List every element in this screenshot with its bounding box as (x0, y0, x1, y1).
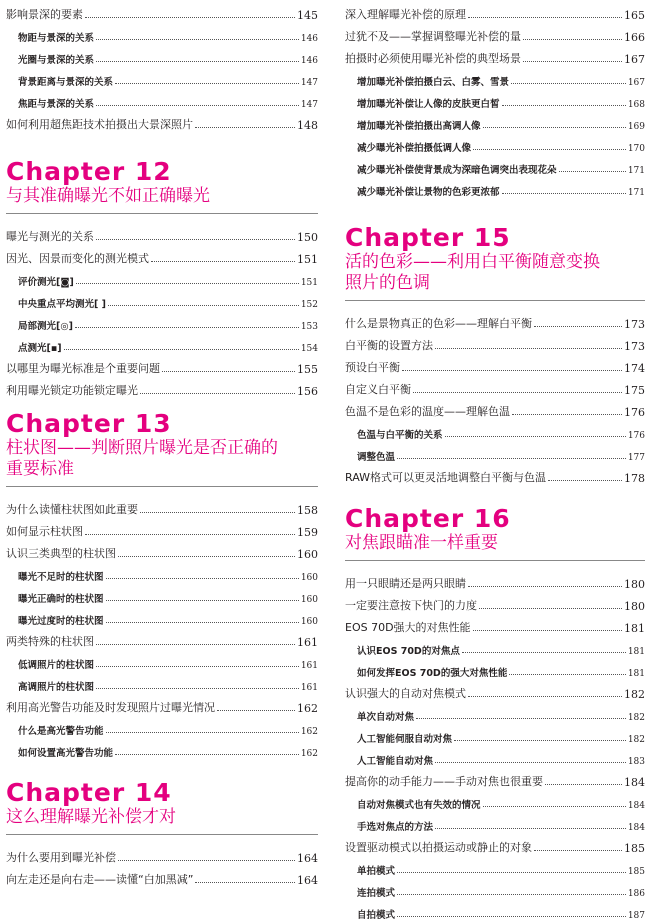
toc-column-left (6, 0, 318, 887)
dot-leader (96, 688, 299, 689)
toc-entry[interactable] (345, 375, 645, 397)
toc-entry-text: 利用高光警告功能及时发现照片过曝光情况 (6, 701, 215, 714)
toc-entry-text: RAW格式可以更灵活地调整白平衡与色温 (345, 471, 546, 484)
toc-entry-text: 过犹不及——掌握调整曝光补偿的量 (345, 30, 521, 43)
dot-leader (445, 436, 626, 437)
toc-subentry[interactable] (345, 811, 645, 833)
toc-entry-text: 预设白平衡 (345, 361, 400, 374)
toc-entry[interactable] (6, 110, 318, 132)
toc-entry[interactable] (345, 309, 645, 331)
page-number: 152 (300, 300, 318, 310)
toc-entry[interactable] (6, 244, 318, 266)
chapter-title: 与其准确曝光不如正确曝光 (6, 186, 210, 206)
toc-entry-text: 利用曝光锁定功能锁定曝光 (6, 384, 138, 397)
page-number: 175 (624, 384, 645, 397)
dot-leader (512, 414, 622, 415)
page-number: 181 (627, 669, 645, 679)
dot-leader (483, 806, 626, 807)
dot-leader (473, 149, 626, 150)
toc-entry-text: 因光、因景而变化的测光模式 (6, 252, 149, 265)
toc-subentry[interactable] (345, 132, 645, 154)
chapter-12 (6, 158, 318, 398)
toc-subentry[interactable] (345, 657, 645, 679)
entries-top-right (345, 0, 645, 198)
page-number: 178 (624, 472, 645, 485)
toc-subentry[interactable] (6, 649, 318, 671)
toc-entry-text: 如何利用超焦距技术拍摄出大景深照片 (6, 118, 193, 131)
toc-entry-text: 曝光正确时的柱状图 (18, 594, 104, 605)
dot-leader (483, 127, 626, 128)
page-number: 182 (627, 735, 645, 745)
chapter-label: Chapter 14 (6, 778, 172, 807)
page-number: 186 (627, 889, 645, 899)
dot-leader (397, 458, 626, 459)
entries-top-left (6, 0, 318, 132)
toc-entry-text: 物距与景深的关系 (18, 33, 95, 44)
toc-entry-text: 人工智能伺服自动对焦 (357, 734, 453, 745)
page-number: 164 (297, 874, 318, 887)
page-number: 160 (297, 548, 318, 561)
dot-leader (96, 105, 299, 106)
toc-entry-text: 背景距离与景深的关系 (18, 77, 114, 88)
page-number: 177 (627, 453, 645, 463)
toc-entry[interactable] (6, 495, 318, 517)
toc-entry[interactable] (345, 397, 645, 419)
dot-leader (435, 828, 626, 829)
toc-entry[interactable] (6, 0, 318, 22)
toc-subentry[interactable] (345, 66, 645, 88)
page-number: 154 (300, 344, 318, 354)
toc-subentry[interactable] (6, 44, 318, 66)
dot-leader (479, 608, 622, 609)
toc-entry-text: 设置驱动模式以拍摄运动或静止的对象 (345, 841, 532, 854)
toc-entry-text: 两类特殊的柱状图 (6, 635, 94, 648)
toc-entry-text: 为什么要用到曝光补偿 (6, 851, 116, 864)
page-number: 164 (297, 852, 318, 865)
page-number: 171 (627, 166, 645, 176)
page-number: 182 (624, 688, 645, 701)
page-number: 173 (624, 318, 645, 331)
dot-leader (85, 534, 295, 535)
toc-entry[interactable] (345, 0, 645, 22)
dot-leader (195, 127, 295, 128)
toc-entry[interactable] (345, 331, 645, 353)
chapter-16 (345, 505, 645, 921)
dot-leader (108, 305, 299, 306)
toc-entry[interactable] (6, 376, 318, 398)
dot-leader (64, 349, 299, 350)
dot-leader (462, 652, 626, 653)
toc-entry-text: 手选对焦点的方法 (357, 822, 434, 833)
dot-leader (559, 171, 626, 172)
toc-subentry[interactable] (6, 715, 318, 737)
toc-entry[interactable] (345, 591, 645, 613)
dot-leader (435, 762, 626, 763)
dot-leader (118, 860, 295, 861)
toc-entry-text: 中央重点平均测光[ ] (18, 299, 106, 310)
page-number: 184 (627, 823, 645, 833)
chapter-title: 这么理解曝光补偿才对 (6, 807, 176, 827)
toc-entry-text: 以哪里为曝光标准是个重要问题 (6, 362, 160, 375)
dot-leader (413, 392, 622, 393)
toc-entry[interactable] (345, 463, 645, 485)
toc-subentry[interactable] (6, 88, 318, 110)
page-number: 166 (624, 31, 645, 44)
page-number: 183 (627, 757, 645, 767)
toc-entry-text: 单拍模式 (357, 866, 396, 877)
toc-subentry[interactable] (345, 441, 645, 463)
page-number: 174 (624, 362, 645, 375)
toc-entry-text: 白平衡的设置方法 (345, 339, 433, 352)
toc-entry-text: 如何发挥EOS 70D的强大对焦性能 (357, 668, 508, 679)
dot-leader (106, 578, 299, 579)
chapter-title: 对焦跟瞄准一样重要 (345, 533, 498, 553)
dot-leader (162, 371, 295, 372)
toc-entry-text: EOS 70D强大的对焦性能 (345, 621, 471, 634)
dot-leader (140, 512, 295, 513)
toc-subentry[interactable] (345, 154, 645, 176)
page-number: 181 (627, 647, 645, 657)
toc-entry[interactable] (6, 222, 318, 244)
page-number: 145 (297, 9, 318, 22)
toc-subentry[interactable] (6, 605, 318, 627)
dot-leader (96, 39, 299, 40)
dot-leader (416, 718, 626, 719)
toc-entry-text: 连拍模式 (357, 888, 396, 899)
toc-entry[interactable] (345, 44, 645, 66)
page-number: 153 (300, 322, 318, 332)
page-number: 155 (297, 363, 318, 376)
dot-leader (106, 622, 299, 623)
toc-entry-text: 为什么读懂柱状图如此重要 (6, 503, 138, 516)
chapter-divider (6, 486, 318, 487)
page-number: 184 (627, 801, 645, 811)
toc-entry-text: 减少曝光补偿让景物的色彩更浓郁 (357, 187, 500, 198)
toc-subentry[interactable] (345, 723, 645, 745)
dot-leader (195, 882, 295, 883)
toc-entry-text: 点测光[▪] (18, 343, 62, 354)
toc-entry-text: 什么是高光警告功能 (18, 726, 104, 737)
page-number: 160 (300, 573, 318, 583)
toc-subentry[interactable] (345, 701, 645, 723)
dot-leader (85, 17, 295, 18)
toc-entry[interactable] (6, 865, 318, 887)
dot-leader (397, 894, 626, 895)
toc-entry-text: 高调照片的柱状图 (18, 682, 95, 693)
toc-entry-text: 减少曝光补偿使背景成为深暗色调突出表现花朵 (357, 165, 557, 176)
page-number: 162 (300, 749, 318, 759)
chapter-14 (6, 779, 318, 887)
chapter-divider (6, 834, 318, 835)
toc-entry[interactable] (345, 353, 645, 375)
toc-entry[interactable] (6, 354, 318, 376)
dot-leader (96, 239, 295, 240)
toc-entry-text: 局部测光[◎] (18, 321, 73, 332)
dot-leader (548, 480, 622, 481)
page-number: 147 (300, 78, 318, 88)
toc-entry[interactable] (345, 767, 645, 789)
page-number: 165 (624, 9, 645, 22)
chapter-title: 重要标准 (6, 459, 74, 479)
toc-entry[interactable] (6, 693, 318, 715)
toc-column-right (345, 0, 645, 921)
toc-entry-text: 什么是景物真正的色彩——理解白平衡 (345, 317, 532, 330)
dot-leader (534, 850, 622, 851)
toc-subentry[interactable] (345, 419, 645, 441)
page-number: 161 (300, 661, 318, 671)
dot-leader (509, 674, 625, 675)
chapter-label: Chapter 15 (345, 223, 511, 252)
page-number: 146 (300, 34, 318, 44)
dot-leader (397, 872, 626, 873)
dot-leader (76, 283, 299, 284)
toc-entry-text: 单次自动对焦 (357, 712, 415, 723)
dot-leader (217, 710, 295, 711)
toc-subentry[interactable] (6, 671, 318, 693)
toc-entry-text: 如何显示柱状图 (6, 525, 83, 538)
dot-leader (523, 39, 622, 40)
page-number: 181 (624, 622, 645, 635)
dot-leader (502, 105, 626, 106)
toc-entry[interactable] (6, 843, 318, 865)
page-number: 147 (300, 100, 318, 110)
dot-leader (523, 61, 622, 62)
chapter-13 (6, 410, 318, 759)
dot-leader (106, 600, 299, 601)
dot-leader (151, 261, 295, 262)
toc-subentry[interactable] (6, 583, 318, 605)
toc-subentry[interactable] (6, 310, 318, 332)
toc-entry-text: 曝光与测光的关系 (6, 230, 94, 243)
page-number: 170 (627, 144, 645, 154)
toc-subentry[interactable] (345, 176, 645, 198)
page-number: 185 (627, 867, 645, 877)
toc-subentry[interactable] (345, 88, 645, 110)
page-number: 150 (297, 231, 318, 244)
page-number: 162 (297, 702, 318, 715)
dot-leader (502, 193, 626, 194)
page-number: 180 (624, 600, 645, 613)
page-number: 151 (297, 253, 318, 266)
page-number: 146 (300, 56, 318, 66)
dot-leader (454, 740, 626, 741)
toc-entry[interactable] (6, 539, 318, 561)
page-number: 148 (297, 119, 318, 132)
toc-entry[interactable] (345, 679, 645, 701)
toc-subentry[interactable] (345, 745, 645, 767)
page-number: 158 (297, 504, 318, 517)
page-number: 169 (627, 122, 645, 132)
chapter-15 (345, 224, 645, 485)
toc-entry[interactable] (345, 833, 645, 855)
page-number: 160 (300, 595, 318, 605)
toc-entry-text: 提高你的动手能力——手动对焦也很重要 (345, 775, 543, 788)
dot-leader (511, 83, 626, 84)
toc-subentry[interactable] (6, 288, 318, 310)
toc-entry-text: 一定要注意按下快门的力度 (345, 599, 477, 612)
toc-entry[interactable] (345, 569, 645, 591)
page-number: 187 (627, 911, 645, 921)
toc-entry-text: 自动对焦模式也有失效的情况 (357, 800, 481, 811)
toc-entry-text: 认识强大的自动对焦模式 (345, 687, 466, 700)
toc-entry-text: 增加曝光补偿拍摄出高调人像 (357, 121, 481, 132)
chapter-label: Chapter 12 (6, 157, 172, 186)
chapter-label: Chapter 16 (345, 504, 511, 533)
toc-entry-text: 认识EOS 70D的对焦点 (357, 646, 460, 657)
chapter-title: 照片的色调 (345, 273, 430, 293)
toc-subentry[interactable] (6, 737, 318, 759)
dot-leader (534, 326, 622, 327)
page-number: 171 (627, 188, 645, 198)
toc-entry-text: 色温不是色彩的温度——理解色温 (345, 405, 510, 418)
dot-leader (96, 666, 299, 667)
dot-leader (96, 644, 295, 645)
dot-leader (96, 61, 299, 62)
toc-entry-text: 认识三类典型的柱状图 (6, 547, 116, 560)
toc-subentry[interactable] (6, 266, 318, 288)
toc-entry[interactable] (345, 22, 645, 44)
dot-leader (435, 348, 622, 349)
toc-entry[interactable] (6, 627, 318, 649)
dot-leader (106, 732, 299, 733)
chapter-divider (6, 213, 318, 214)
chapter-label: Chapter 13 (6, 409, 172, 438)
toc-subentry[interactable] (6, 332, 318, 354)
toc-subentry[interactable] (6, 22, 318, 44)
dot-leader (115, 754, 299, 755)
page-number: 159 (297, 526, 318, 539)
toc-entry-text: 焦距与景深的关系 (18, 99, 95, 110)
dot-leader (140, 393, 295, 394)
dot-leader (468, 586, 622, 587)
toc-subentry[interactable] (345, 110, 645, 132)
toc-entry-text: 向左走还是向右走——读懂“白加黑减” (6, 873, 194, 886)
toc-entry-text: 如何设置高光警告功能 (18, 748, 114, 759)
toc-subentry[interactable] (345, 789, 645, 811)
toc-entry-text: 深入理解曝光补偿的原理 (345, 8, 466, 21)
chapter-title: 柱状图——判断照片曝光是否正确的 (6, 438, 278, 458)
page-number: 182 (627, 713, 645, 723)
page-number: 161 (297, 636, 318, 649)
page-number: 180 (624, 578, 645, 591)
page-number: 173 (624, 340, 645, 353)
page-number: 156 (297, 385, 318, 398)
dot-leader (545, 784, 622, 785)
toc-subentry[interactable] (345, 899, 645, 921)
page-number: 160 (300, 617, 318, 627)
page-number: 184 (624, 776, 645, 789)
page-number: 162 (300, 727, 318, 737)
dot-leader (118, 556, 295, 557)
toc-entry-text: 曝光不足时的柱状图 (18, 572, 104, 583)
toc-entry-text: 自拍模式 (357, 910, 396, 921)
chapter-title: 活的色彩——利用白平衡随意变换 (345, 252, 600, 272)
toc-subentry[interactable] (345, 877, 645, 899)
page-number: 176 (627, 431, 645, 441)
toc-entry-text: 影响景深的要素 (6, 8, 83, 21)
chapter-divider (345, 560, 645, 561)
toc-entry-text: 低调照片的柱状图 (18, 660, 95, 671)
dot-leader (115, 83, 299, 84)
toc-subentry[interactable] (345, 635, 645, 657)
toc-entry[interactable] (6, 517, 318, 539)
toc-entry-text: 增加曝光补偿让人像的皮肤更白皙 (357, 99, 500, 110)
toc-subentry[interactable] (6, 561, 318, 583)
toc-entry-text: 拍摄时必须使用曝光补偿的典型场景 (345, 52, 521, 65)
dot-leader (468, 696, 622, 697)
dot-leader (468, 17, 622, 18)
toc-entry-text: 自定义白平衡 (345, 383, 411, 396)
toc-entry[interactable] (345, 613, 645, 635)
page-number: 176 (624, 406, 645, 419)
dot-leader (75, 327, 299, 328)
toc-entry-text: 光圈与景深的关系 (18, 55, 95, 66)
toc-subentry[interactable] (345, 855, 645, 877)
page-number: 151 (300, 278, 318, 288)
dot-leader (402, 370, 622, 371)
toc-entry-text: 增加曝光补偿拍摄白云、白雾、雪景 (357, 77, 510, 88)
page-number: 167 (624, 53, 645, 66)
dot-leader (473, 630, 622, 631)
toc-entry-text: 用一只眼睛还是两只眼睛 (345, 577, 466, 590)
toc-entry-text: 曝光过度时的柱状图 (18, 616, 104, 627)
toc-entry-text: 减少曝光补偿拍摄低调人像 (357, 143, 472, 154)
page-number: 168 (627, 100, 645, 110)
page-number: 161 (300, 683, 318, 693)
page-number: 185 (624, 842, 645, 855)
toc-subentry[interactable] (6, 66, 318, 88)
toc-entry-text: 评价测光[◙] (18, 277, 74, 288)
dot-leader (397, 916, 626, 917)
toc-entry-text: 调整色温 (357, 452, 396, 463)
toc-entry-text: 人工智能自动对焦 (357, 756, 434, 767)
toc-entry-text: 色温与白平衡的关系 (357, 430, 443, 441)
page-number: 167 (627, 78, 645, 88)
chapter-divider (345, 300, 645, 301)
